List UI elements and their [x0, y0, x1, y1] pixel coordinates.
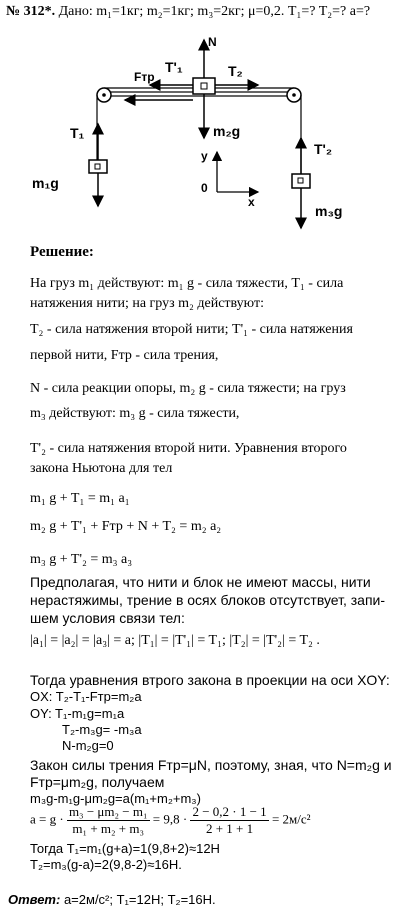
solution-line: Закон силы трения Fтр=μN, поэтому, зная, что N=m₂g и: [30, 757, 392, 773]
solution-line: закона Ньютона для тел: [30, 461, 173, 476]
problem-given: Дано: m₁=1кг; m₂=1кг; m₃=2кг; μ=0,2. T₁=? T₂=? a=?: [58, 4, 371, 19]
connection-conditions: |a₁| = |a₂| = |a₃| = a; |T₁| = |T'₁| = T₁; |T₂| = |T'₂| = T₂ .: [30, 633, 320, 648]
projection-oy-1: OY: T₁-m₁g=m₁a: [30, 706, 125, 721]
problem-number: № 312*.: [6, 4, 56, 19]
block-m2: [193, 78, 215, 94]
solution-line: На груз m₁ действуют: m₁ g - сила тяжести, T₁ - сила: [30, 276, 344, 291]
answer-line: [8, 892, 216, 907]
tension-t1: Тогда T₁=m₁(g+a)=1(9,8+2)≈12Н: [30, 841, 220, 856]
answer-text: a=2м/с²; T₁=12Н; T₂=16Н.: [63, 892, 216, 907]
solution-line: m₃ действуют: m₃ g - сила тяжести,: [30, 406, 240, 421]
solution-line: первой нити, Fтр - сила трения,: [30, 348, 219, 363]
equation-2: m₂ g + T'₁ + Fтр + N + T₂ = m₂ a₂: [30, 519, 222, 534]
solution-line: Предполагая, что нити и блок не имеют массы, нити: [30, 574, 371, 590]
solution-line: Тогда уравнения втрого закона в проекции на оси XOY:: [30, 672, 390, 688]
label-x: x: [248, 195, 255, 209]
solution-line: T'₂ - сила натяжения второй нити. Уравнения второго: [30, 441, 347, 456]
label-N: N: [208, 35, 217, 49]
solution-line: m₃g-m₁g-μm₂g=a(m₁+m₂+m₃): [30, 791, 201, 806]
projection-oy-3: N-m₂g=0: [62, 738, 114, 753]
tension-t2: T₂=m₃(g-a)=2(9,8-2)≈16Н.: [30, 857, 182, 872]
label-m2g: m₂g: [213, 123, 241, 139]
block-m1: [89, 160, 107, 173]
label-y: y: [201, 149, 208, 163]
solution-line: шем условия связи тел:: [30, 610, 185, 626]
solution-line: T₂ - сила натяжения второй нити; T'₁ - сила натяжения: [30, 322, 353, 337]
label-m1g: m₁g: [32, 175, 59, 191]
fraction-numeric: $\frac{2 - 0,2 \cdot 1 - 1}{2 + 1 + 1}$: [192, 804, 267, 836]
label-Ftr: Fтр: [134, 70, 155, 84]
answer-label: Ответ:: [8, 892, 61, 907]
label-m3g: m₃g: [315, 203, 343, 219]
projection-oy-2: T₂-m₃g= -m₃a: [62, 722, 142, 737]
solution-line: N - сила реакции опоры, m₂ g - сила тяжести; на груз: [30, 381, 346, 396]
label-T1prime: T'₁: [165, 59, 183, 75]
solution-line: нерастяжимы, трение в осях блоков отсутствует, запи-: [30, 592, 386, 608]
label-T1: T₁: [70, 125, 85, 141]
label-zero: 0: [201, 181, 208, 195]
projection-ox: OX: T₂-T₁-Fтр=m₂a: [30, 689, 142, 704]
equation-3: m₃ g + T'₂ = m₃ a₃: [30, 552, 133, 567]
solution-line: натяжения нити; на груз m₂ действуют:: [30, 296, 264, 311]
equation-1: m₁ g + T₁ = m₁ a₁: [30, 491, 130, 506]
solution-heading: Решение:: [30, 244, 94, 260]
acceleration-formula: a = g · $\frac{\text{m₃ − μm₂ − m₁}}{\text{m₁ + m₂ + m₃}}$ = 9,8 · $\frac{2 - 0,2 \cdot 1 - 1}{2 + 1 + 1}$ = 2м/с²: [30, 804, 311, 836]
solution-line: Fтр=μm₂g, получаем: [30, 774, 165, 790]
physics-diagram: [0, 26, 402, 251]
label-T2prime: T'₂: [314, 141, 333, 157]
label-T2: T₂: [228, 63, 243, 79]
block-m3: [292, 174, 310, 188]
fraction-symbolic: $\frac{\text{m₃ − μm₂ − m₁}}{\text{m₁ + m₂ + m₃}}$: [68, 804, 148, 836]
problem-header: [6, 4, 370, 20]
